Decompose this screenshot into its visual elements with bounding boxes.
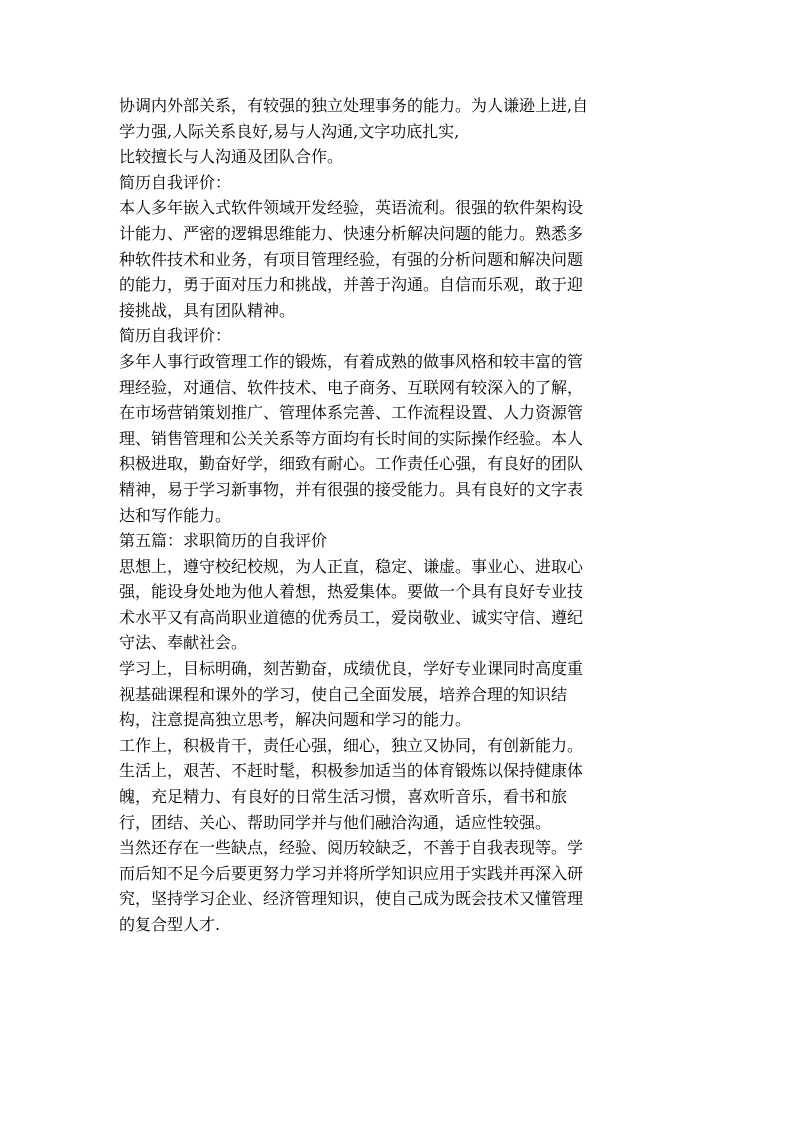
paragraph-11 <box>119 758 675 835</box>
heading-text: 第五篇：求职简历的自我评价 <box>119 531 328 551</box>
text-line: 多年人事行政管理工作的锻炼，有着成熟的做事风格和较丰富的管 <box>119 351 584 371</box>
text-line: 思想上，遵守校纪校规，为人正直，稳定、谦虚。事业心、进取心 <box>119 556 584 576</box>
document-page <box>119 93 675 938</box>
text-line: 学力强,人际关系良好,易与人沟通,文字功底扎实, <box>119 121 460 141</box>
text-line: 当然还存在一些缺点，经验、阅历较缺乏，不善于自我表现等。学 <box>119 838 584 858</box>
heading-text: 简历自我评价： <box>119 326 232 346</box>
heading-text: 简历自我评价： <box>119 172 232 192</box>
section-heading <box>119 323 675 349</box>
text-line: 达和写作能力。 <box>119 505 232 525</box>
paragraph-1 <box>119 93 675 144</box>
text-line: 守法、奉献社会。 <box>119 633 248 653</box>
section-heading <box>119 528 675 554</box>
text-line: 行，团结、关心、帮助同学并与他们融洽沟通，适应性较强。 <box>119 812 552 832</box>
paragraph-10 <box>119 733 675 759</box>
paragraph-6 <box>119 349 675 528</box>
text-line: 种软件技术和业务，有项目管理经验，有强的分析问题和解决问题 <box>119 249 584 269</box>
text-line: 积极进取，勤奋好学，细致有耐心。工作责任心强，有良好的团队 <box>119 454 584 474</box>
text-line: 比较擅长与人沟通及团队合作。 <box>119 147 344 167</box>
text-line: 工作上，积极肯干，责任心强，细心，独立又协同，有创新能力。 <box>119 735 584 755</box>
text-line: 学习上，目标明确，刻苦勤奋，成绩优良，学好专业课同时高度重 <box>119 659 584 679</box>
text-line: 而后知不足今后要更努力学习并将所学知识应用于实践并再深入研 <box>119 863 584 883</box>
paragraph-2 <box>119 144 675 170</box>
text-line: 生活上，艰苦、不赶时髦，积极参加适当的体育锻炼以保持健康体 <box>119 761 584 781</box>
paragraph-9 <box>119 656 675 733</box>
text-line: 接挑战，具有团队精神。 <box>119 300 296 320</box>
text-line: 理经验，对通信、软件技术、电子商务、互联网有较深入的了解， <box>119 377 584 397</box>
section-heading <box>119 170 675 196</box>
text-line: 本人多年嵌入式软件领域开发经验，英语流利。很强的软件架构设 <box>119 198 584 218</box>
text-line: 构，注意提高独立思考，解决问题和学习的能力。 <box>119 710 472 730</box>
text-line: 的复合型人才. <box>119 915 221 934</box>
paragraph-4 <box>119 195 675 323</box>
text-line: 在市场营销策划推广、管理体系完善、工作流程设置、人力资源管 <box>119 403 584 423</box>
text-line: 协调内外部关系，有较强的独立处理事务的能力。为人谦逊上进,自 <box>119 96 589 115</box>
paragraph-8 <box>119 554 675 656</box>
text-line: 精神，易于学习新事物，并有很强的接受能力。具有良好的文字表 <box>119 479 584 499</box>
text-line: 计能力、严密的逻辑思维能力、快速分析解决问题的能力。熟悉多 <box>119 223 584 243</box>
paragraph-12 <box>119 835 675 937</box>
text-line: 魄，充足精力、有良好的日常生活习惯，喜欢听音乐，看书和旅 <box>119 787 568 807</box>
text-line: 的能力，勇于面对压力和挑战，并善于沟通。自信而乐观，敢于迎 <box>119 275 584 295</box>
text-line: 视基础课程和课外的学习，使自己全面发展，培养合理的知识结 <box>119 684 568 704</box>
text-line: 究，坚持学习企业、经济管理知识，使自己成为既会技术又懂管理 <box>119 889 584 909</box>
text-line: 强，能设身处地为他人着想，热爱集体。要做一个具有良好专业技 <box>119 582 584 602</box>
text-line: 理、销售管理和公关关系等方面均有长时间的实际操作经验。本人 <box>119 428 584 448</box>
text-line: 术水平又有高尚职业道德的优秀员工，爱岗敬业、诚实守信、遵纪 <box>119 607 584 627</box>
